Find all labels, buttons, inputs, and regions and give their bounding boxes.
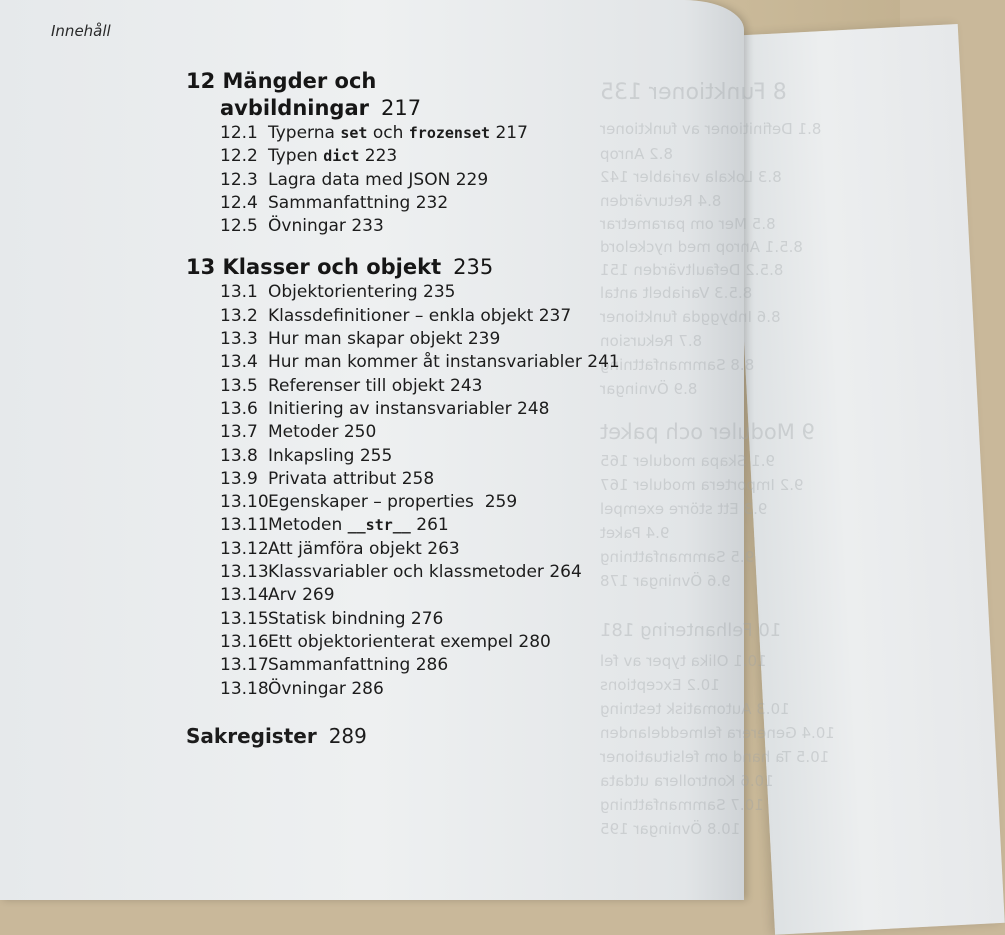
- code-term: __str__: [347, 516, 411, 535]
- toc-entry-13-18: [186, 678, 620, 701]
- section-number: 13.6: [220, 398, 258, 419]
- chapter-title-line: avbildningar: [220, 96, 369, 120]
- section-number: 13.2: [220, 305, 258, 326]
- chapter-title-line: 13 Klasser och objekt: [186, 255, 442, 280]
- toc-entry-13-12: [186, 538, 620, 561]
- section-number: 13.12: [220, 538, 269, 559]
- section-text: och: [367, 123, 409, 143]
- toc-entry-13-2: [186, 305, 620, 328]
- spacer: [186, 238, 620, 254]
- toc-entry-13-6: [186, 398, 620, 421]
- section-text: Inkapsling 255: [268, 445, 393, 466]
- section-text: Hur man kommer åt instansvariabler 241: [268, 352, 620, 373]
- spacer: [186, 701, 620, 723]
- section-text: Lagra data med JSON 229: [268, 169, 489, 190]
- section-text: Metoden: [268, 515, 348, 536]
- code-term: dict: [323, 147, 360, 166]
- section-number: 12.3: [220, 169, 258, 190]
- section-number: 12.2: [220, 146, 258, 167]
- toc-entry-13-13: [186, 561, 620, 584]
- show-through-text: 8 Funktioner 135 8.1 Definitioner av funktioner 8.2 Anrop 8.3 Lokala variabler 142 8.4 Returvärden 8.5 Mer om parametrar 8.5.1 Anrop med nyckelord 8.5.2 Defaultvärden 151 8.5.3 Variabelt antal 8.6 Inbyggda funktioner 8.7 Rekursion 8.8 Sammanfattning 8.9 Övningar 9 Moduler och paket 9.1 Skapa moduler 165 9.2 Importera moduler 167 9.3 Ett större exempel 9.4 Paket 9.5 Sammanfattning 9.6 Övningar 178 10 Felhantering 181 10.1 Olika typer av fel 10.2 Exceptions 10.3 Automatisk testning 10.4 Generera felmeddelanden 10.5 Ta hand om felsituationer 10.6 Kontrollera utdata 10.7 Sammanfattning 10.8 Övningar 195: [600, 80, 835, 838]
- running-header: Innehåll: [51, 22, 111, 40]
- section-page: 223: [359, 146, 398, 167]
- section-number: 13.18: [220, 678, 269, 699]
- chapter-13-sections: [186, 281, 620, 700]
- toc-entry-12-1: [186, 122, 620, 145]
- section-number: 13.16: [220, 631, 269, 652]
- index-entry: [186, 723, 620, 750]
- toc-entry-12-4: [186, 192, 620, 215]
- section-number: 13.11: [220, 515, 269, 536]
- toc-entry-12-2: [186, 145, 620, 168]
- chapter-12-title: [186, 68, 620, 95]
- toc-entry-13-5: [186, 375, 620, 398]
- section-text: Arv 269: [268, 585, 335, 606]
- section-text: Att jämföra objekt 263: [268, 538, 460, 559]
- section-number: 13.3: [220, 329, 258, 350]
- section-number: 13.14: [220, 585, 269, 606]
- toc-entry-12-5: [186, 215, 620, 238]
- toc-entry-12-3: [186, 169, 620, 192]
- section-number: 13.4: [220, 352, 258, 373]
- index-page-number: 289: [328, 723, 367, 748]
- toc-entry-13-3: [186, 328, 620, 351]
- section-text: Hur man skapar objekt 239: [268, 329, 501, 350]
- toc-entry-13-15: [186, 608, 620, 631]
- chapter-12-title-cont: [186, 95, 620, 122]
- section-number: 13.9: [220, 468, 258, 489]
- chapter-page-number: 235: [453, 255, 494, 280]
- toc-entry-13-8: [186, 445, 620, 468]
- section-text: Sammanfattning 232: [268, 192, 449, 213]
- toc-entry-13-14: [186, 584, 620, 607]
- section-number: 13.10: [220, 492, 269, 513]
- section-text: Typen: [268, 146, 324, 167]
- toc-entry-13-17: [186, 654, 620, 677]
- table-of-contents: [186, 68, 620, 750]
- chapter-13-title: [186, 254, 620, 281]
- section-number: 13.15: [220, 608, 269, 629]
- section-text: Privata attribut 258: [268, 468, 435, 489]
- section-number: 12.1: [220, 123, 258, 143]
- toc-entry-13-4: [186, 351, 620, 374]
- section-number: 13.1: [220, 282, 258, 303]
- section-page: 261: [410, 515, 449, 536]
- section-text: Sammanfattning 286: [268, 655, 449, 676]
- section-text: Egenskaper – properties 259: [268, 492, 518, 513]
- toc-entry-13-1: [186, 281, 620, 304]
- chapter-title-line: 12 Mängder och: [186, 69, 377, 93]
- section-number: 13.13: [220, 562, 269, 583]
- section-text: Statisk bindning 276: [268, 608, 444, 629]
- code-term: frozenset: [408, 124, 491, 142]
- toc-entry-13-9: [186, 468, 620, 491]
- toc-entry-13-16: [186, 631, 620, 654]
- section-number: 12.5: [220, 216, 258, 237]
- chapter-page-number: 217: [380, 96, 422, 120]
- section-text: Initiering av instansvariabler 248: [268, 398, 550, 419]
- index-title: Sakregister: [186, 723, 317, 748]
- section-text: Referenser till objekt 243: [268, 375, 483, 396]
- section-text: Objektorientering 235: [268, 282, 456, 303]
- section-text: Typerna: [268, 123, 341, 143]
- section-number: 13.17: [220, 655, 269, 676]
- section-text: Övningar 233: [268, 216, 384, 237]
- section-text: Ett objektorienterat exempel 280: [268, 631, 551, 652]
- section-text: Övningar 286: [268, 678, 384, 699]
- section-number: 13.5: [220, 375, 258, 396]
- section-text: Klassdefinitioner – enkla objekt 237: [268, 305, 572, 326]
- section-number: 13.7: [220, 422, 258, 443]
- code-term: set: [340, 124, 368, 142]
- section-text: Klassvariabler och klassmetoder 264: [268, 562, 582, 583]
- section-number: 12.4: [220, 192, 258, 213]
- section-page: 217: [490, 123, 528, 143]
- toc-entry-13-11: [186, 514, 620, 537]
- toc-entry-13-7: [186, 421, 620, 444]
- section-number: 13.8: [220, 445, 258, 466]
- section-text: Metoder 250: [268, 422, 377, 443]
- toc-entry-13-10: [186, 491, 620, 514]
